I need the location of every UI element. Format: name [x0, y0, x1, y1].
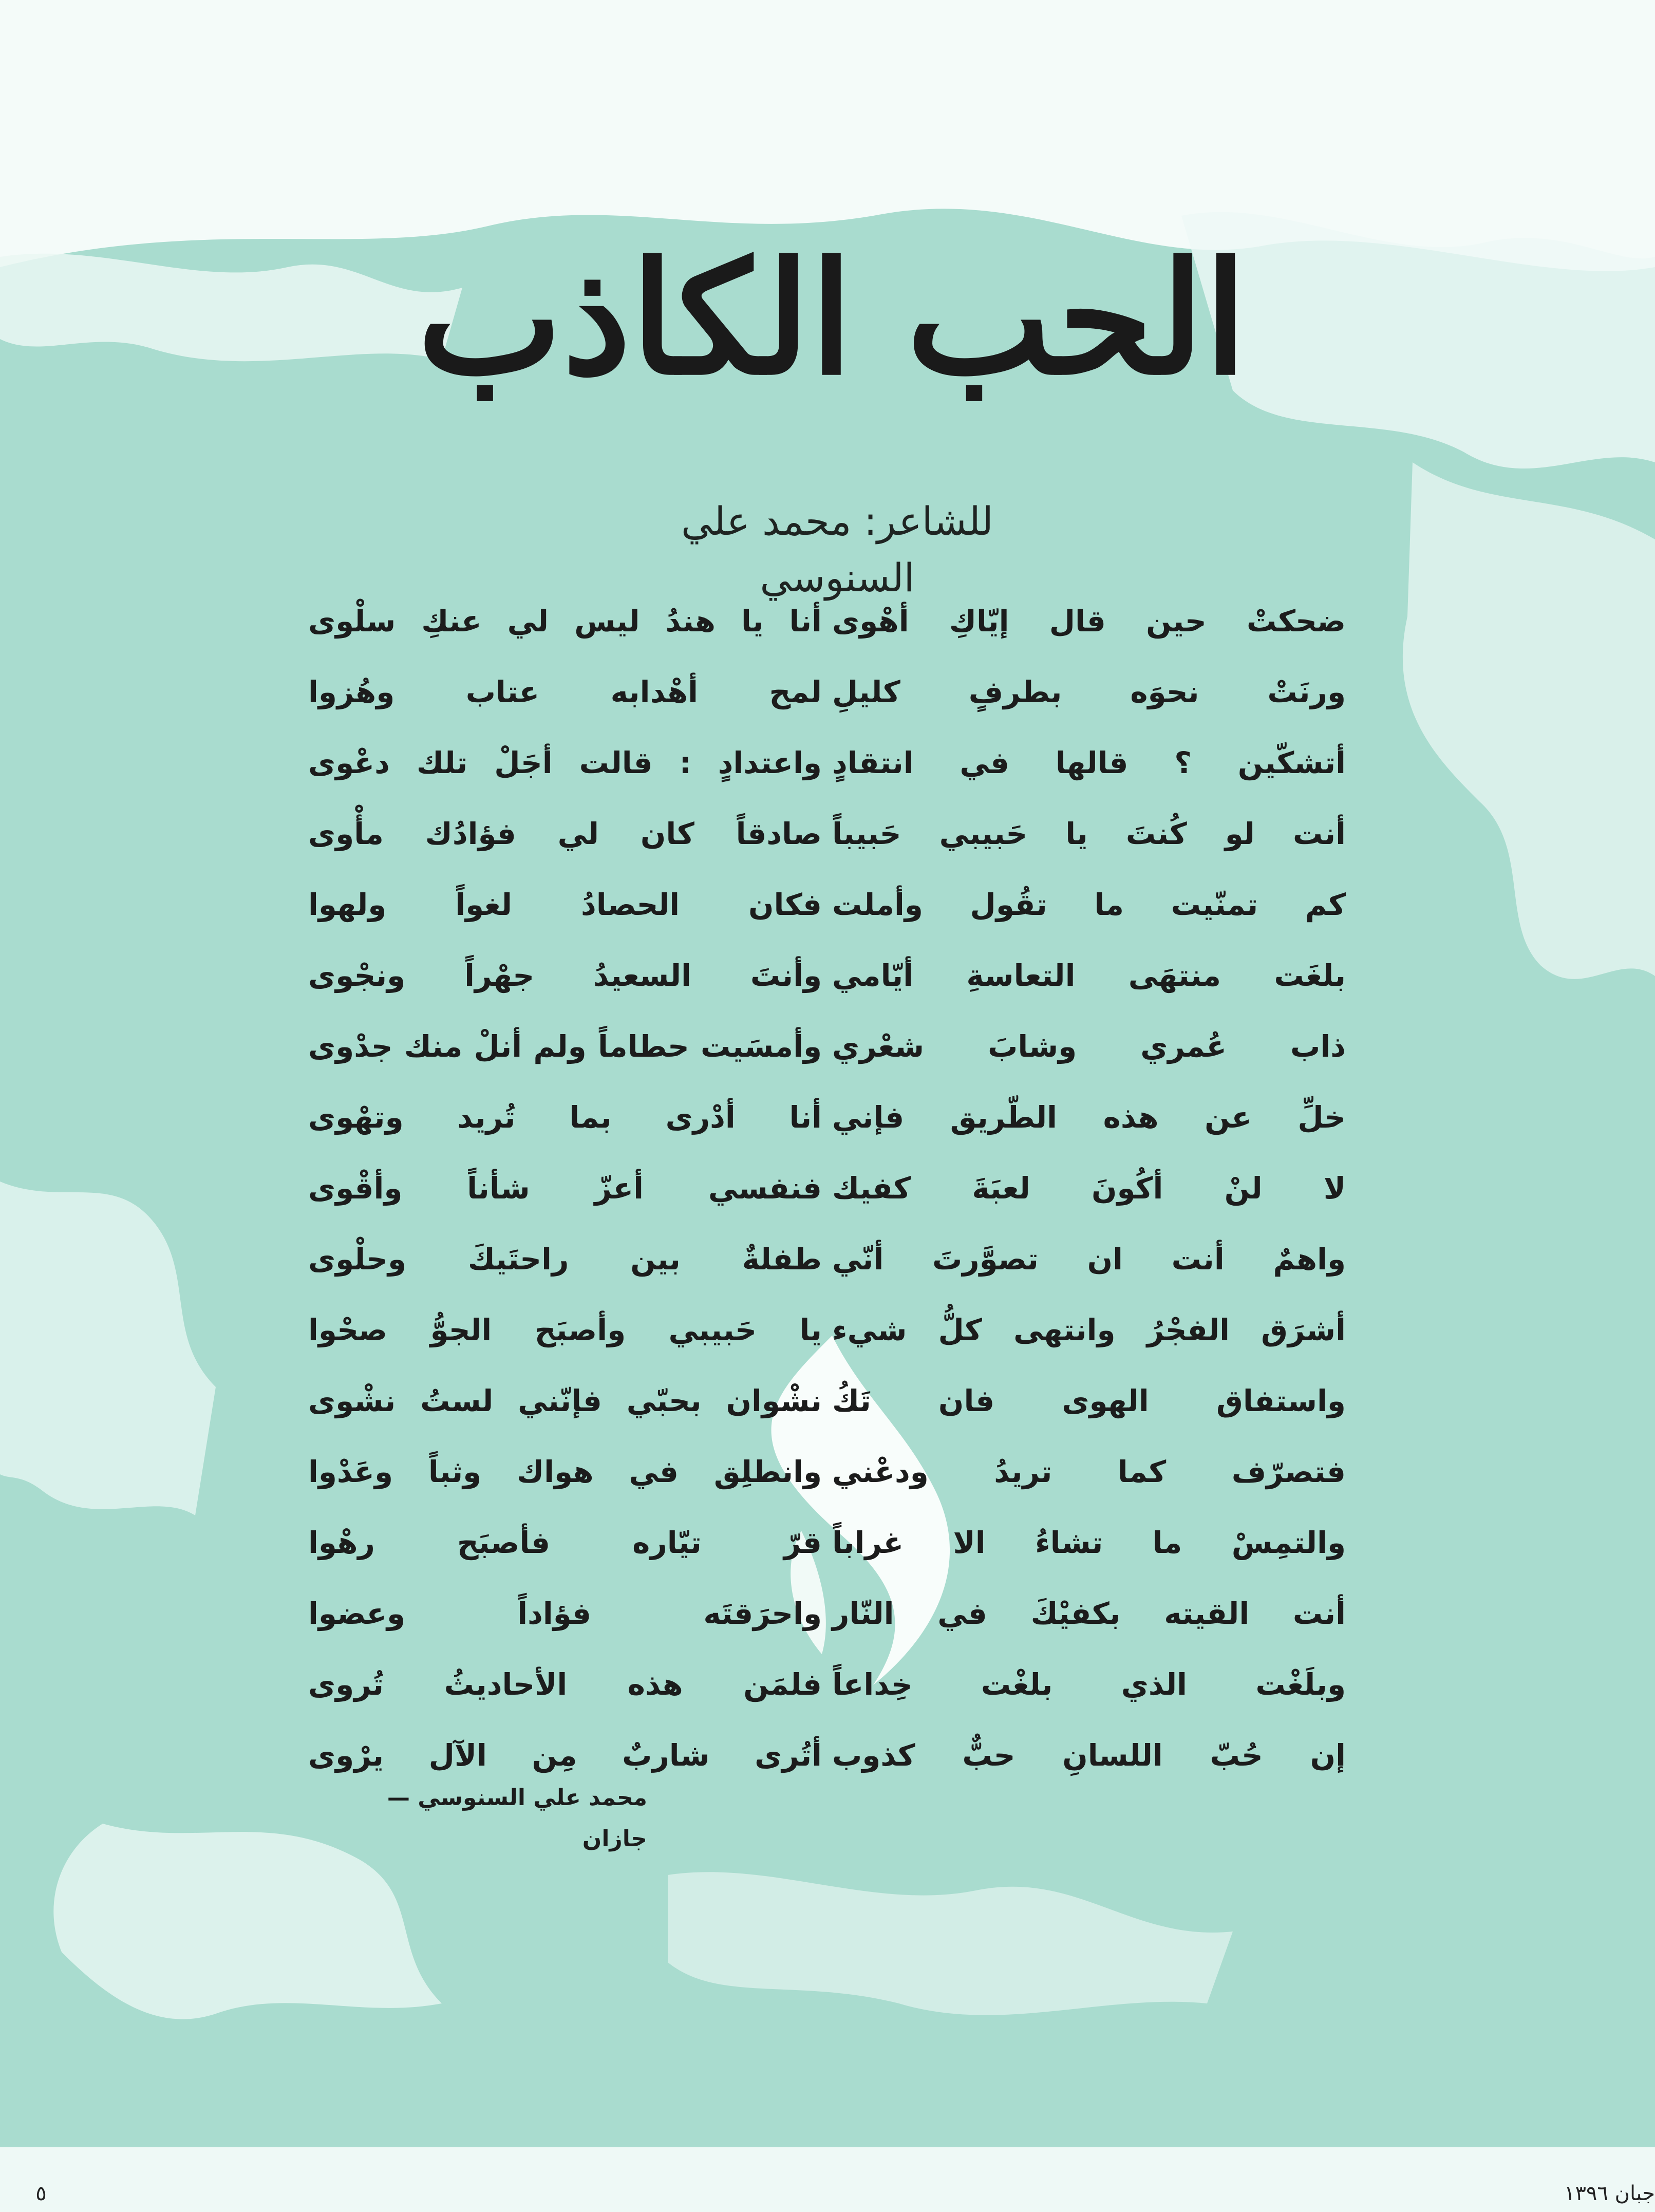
poem-verse: وأنتَ السعيدُ جهْراً ونجْوى [308, 958, 822, 993]
poem-verse: واعتدادٍ : قالت أجَلْ تلك دعْوى [308, 745, 822, 780]
poem-signature: محمد علي السنوسي — جازان [387, 1785, 647, 1852]
page-number: ٥ [35, 2182, 47, 2205]
poem-verse: وأمسَيت حطاماً ولم أنلْ منك جدْوى [308, 1029, 822, 1064]
poet-byline: للشاعر: محمد علي السنوسي [681, 498, 993, 601]
poem-verse: كم تمنّيت ما تقُول وأملت [832, 887, 1346, 922]
poem-verse: صادقاً كان لي فؤادُك مأْوى [308, 816, 822, 851]
poem-verse: ورنَتْ نحوَه بطرفٍ كليلِ [832, 674, 1346, 709]
poem-verse: طفلةٌ بين راحتَيكَ وحلْوى [308, 1242, 822, 1277]
poem-column-left [308, 586, 822, 1788]
poem-verse: واحرَقتَه فؤاداً وعضوا [308, 1596, 822, 1631]
poem-verse: أتُرى شاربٌ مِن الآل يرْوى [308, 1738, 822, 1773]
poem-verse: بلغَت منتهَى التعاسةِ أيّامي [832, 958, 1346, 993]
poem-verse: ضحكتْ حين قال إيّاكِ أهْوى [832, 604, 1346, 639]
poem-verse: وانطلِق في هواك وثباً وعَدْوا [308, 1454, 822, 1489]
poem-verse: أشرَق الفجْرُ وانتهى كلُّ شيء [832, 1313, 1346, 1347]
poem-verse: إن حُبّ اللسانِ حبٌّ كذوب [832, 1738, 1346, 1773]
poem-verse: يا حَبيبي وأصبَح الجوُّ صحْوا [308, 1313, 822, 1347]
poem-verse: لمح أهْدابه عتاب وهُزوا [308, 674, 822, 709]
poem-verse: أنا أدْرى بما تُريد وتهْوى [308, 1100, 822, 1135]
poem-verse: واهمٌ أنت ان تصوَّرتَ أنّي [832, 1242, 1346, 1277]
poem-verse: أنا يا هندُ ليس لي عنكِ سلْوى [308, 604, 822, 639]
poem-verse: واستفاق الهوى فان تَكُ [832, 1383, 1346, 1418]
poem-verse: أتشكّين ؟ قالها في انتقادٍ [832, 745, 1346, 780]
poem-verse: والتمِسْ ما تشاءُ الا غراباً [832, 1525, 1346, 1560]
poem-title: الحب الكاذب [417, 228, 1247, 409]
poem-verse: خلِّ عن هذه الطّريق فإني [832, 1100, 1346, 1135]
poem-verse: قرّ تيّاره فأصبَح رهْوا [308, 1525, 822, 1560]
poem-verse: فتصرّف كما تريدُ ودعْني [832, 1454, 1346, 1489]
poem-verse: لا لنْ أكُونَ لعبَةَ كفيك [832, 1171, 1346, 1206]
poem-verse: أنت القيته بكفيْكَ في النّار [832, 1596, 1346, 1631]
poem-verse: أنت لو كُنتَ يا حَبيبي حَبيباً [832, 816, 1346, 851]
poem-verse: ذاب عُمري وشابَ شعْري [832, 1029, 1346, 1064]
footer-date: جبان ١٣٩٦ [1564, 2182, 1655, 2205]
poem-verse: فلمَن هذه الأحاديثُ تُروى [308, 1667, 822, 1702]
poem-verse: وبلَغْت الذي بلغْت خِداعاً [832, 1667, 1346, 1702]
poem-verse: نشْوان بحبّي فإنّني لستُ نشْوى [308, 1383, 822, 1418]
poem-column-right [832, 586, 1346, 1788]
poem-verse: فكان الحصادُ لغواً ولهوا [308, 887, 822, 922]
poem-verse: فنفسي أعزّ شأناً وأقْوى [308, 1171, 822, 1206]
